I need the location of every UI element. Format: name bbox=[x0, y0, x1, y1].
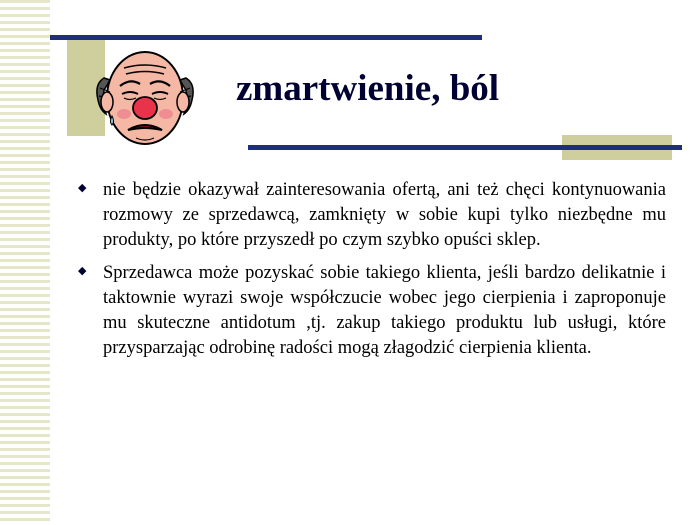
title-bottom-bar bbox=[248, 145, 682, 150]
diamond-bullet-icon: ◆ bbox=[78, 182, 87, 194]
diamond-bullet-icon: ◆ bbox=[78, 265, 87, 277]
slide-title: zmartwienie, ból bbox=[236, 68, 500, 109]
list-item bbox=[78, 261, 666, 361]
list-item bbox=[78, 178, 666, 253]
bullet-list bbox=[78, 178, 666, 369]
title-top-bar bbox=[50, 35, 482, 40]
left-stripe-decoration bbox=[0, 0, 50, 525]
worried-face-icon bbox=[90, 44, 200, 154]
bullet-text: Sprzedawca może pozyskać sobie takiego klienta, jeśli bardzo delikatnie i taktownie wyrazi swoje współczucie wobec jego cierpienia i zaproponuje mu skuteczne antidotum ,tj. zakup takiego produktu lub usługi, które przysparzając odrobinę radości mogą złagodzić cierpienia klienta. bbox=[103, 263, 666, 358]
bullet-text: nie będzie okazywał zainteresowania ofertą, ani też chęci kontynuowania rozmowy ze sprzedawcą, zamknięty w sobie kupi tylko niezbędne mu produkty, po które przyszedł po czym szybko opuści sklep. bbox=[103, 180, 666, 250]
